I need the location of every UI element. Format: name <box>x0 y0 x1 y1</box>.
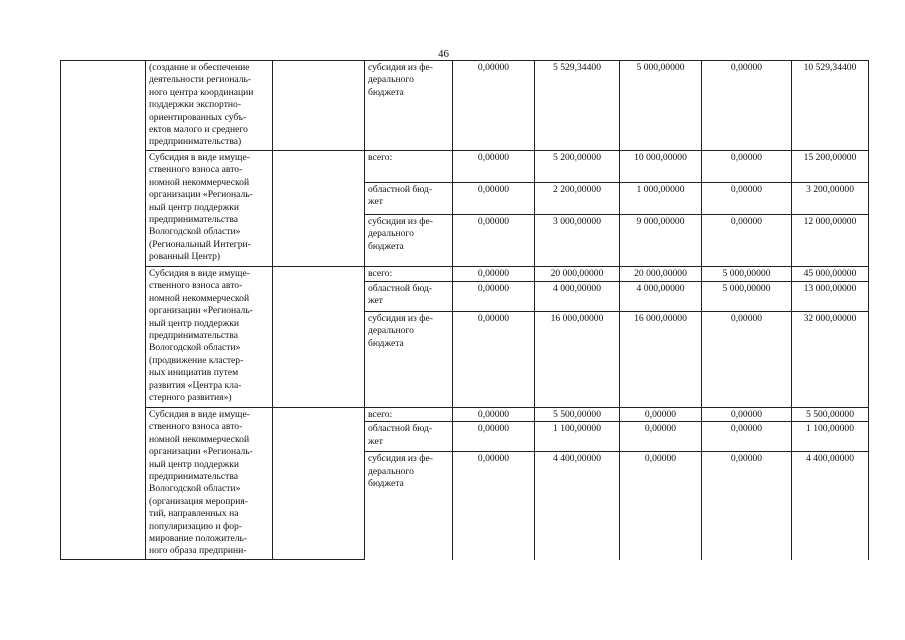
funding-source: областной бюд- жет <box>365 422 453 452</box>
value-cell: 10 000,00000 <box>620 151 702 183</box>
value-cell: 3 000,00000 <box>535 215 620 267</box>
value-cell: 0,00000 <box>702 452 792 560</box>
value-cell: 9 000,00000 <box>620 215 702 267</box>
value-cell: 5 000,00000 <box>620 61 702 151</box>
value-cell: 0,00000 <box>702 408 792 422</box>
value-cell: 0,00000 <box>702 215 792 267</box>
page-number: 46 <box>438 48 449 60</box>
row-description: Субсидия в виде имуще- ственного взноса авто- номной некоммерческой организации «Региональ- ный центр поддержки предпринимательства Вологодской области» (продвижение кластер- ных инициатив путем развития «Центра кла- стерного развития») <box>146 267 273 408</box>
value-cell: 0,00000 <box>702 312 792 408</box>
value-cell: 0,00000 <box>702 422 792 452</box>
total-cell: 1 100,00000 <box>792 422 869 452</box>
total-cell: 13 000,00000 <box>792 282 869 312</box>
empty-column-c <box>273 267 365 408</box>
funding-source: областной бюд- жет <box>365 282 453 312</box>
total-cell: 3 200,00000 <box>792 183 869 215</box>
value-cell: 20 000,00000 <box>535 267 620 282</box>
value-cell: 0,00000 <box>453 61 535 151</box>
value-cell: 4 400,00000 <box>535 452 620 560</box>
value-cell: 0,00000 <box>702 183 792 215</box>
empty-column-c <box>273 408 365 560</box>
value-cell: 5 500,00000 <box>535 408 620 422</box>
row-description: (создание и обеспечение деятельности региональ- ного центра координации поддержки экспортно- ориентированных субъ- ектов малого и среднего предпринимательства) <box>146 61 273 151</box>
total-cell: 32 000,00000 <box>792 312 869 408</box>
empty-column-c <box>273 61 365 151</box>
funding-source: областной бюд- жет <box>365 183 453 215</box>
value-cell: 5 529,34400 <box>535 61 620 151</box>
value-cell: 0,00000 <box>453 267 535 282</box>
row-description: Субсидия в виде имуще- ственного взноса авто- номной некоммерческой организации «Региональ- ный центр поддержки предпринимательства Вологодской области» (организация мероприя- тий, направленных на популяризацию и фор- мирование положитель- ного образа предприни- <box>146 408 273 560</box>
value-cell: 16 000,00000 <box>535 312 620 408</box>
value-cell: 5 000,00000 <box>702 282 792 312</box>
funding-source: всего: <box>365 151 453 183</box>
value-cell: 4 000,00000 <box>535 282 620 312</box>
total-cell: 12 000,00000 <box>792 215 869 267</box>
value-cell: 0,00000 <box>702 61 792 151</box>
empty-column-a <box>61 61 146 560</box>
value-cell: 0,00000 <box>453 215 535 267</box>
total-cell: 10 529,34400 <box>792 61 869 151</box>
funding-source: субсидия из фе- дерального бюджета <box>365 312 453 408</box>
total-cell: 45 000,00000 <box>792 267 869 282</box>
total-cell: 4 400,00000 <box>792 452 869 560</box>
value-cell: 0,00000 <box>702 151 792 183</box>
value-cell: 2 200,00000 <box>535 183 620 215</box>
funding-source: субсидия из фе- дерального бюджета <box>365 61 453 151</box>
value-cell: 0,00000 <box>620 408 702 422</box>
row-description: Субсидия в виде имуще- ственного взноса авто- номной некоммерческой организации «Региональ- ный центр поддержки предпринимательства Вологодской области» (Региональный Интегри- рованный Центр) <box>146 151 273 267</box>
value-cell: 0,00000 <box>453 282 535 312</box>
value-cell: 4 000,00000 <box>620 282 702 312</box>
value-cell: 0,00000 <box>453 312 535 408</box>
funding-source: всего: <box>365 267 453 282</box>
value-cell: 0,00000 <box>620 452 702 560</box>
value-cell: 0,00000 <box>453 452 535 560</box>
value-cell: 5 000,00000 <box>702 267 792 282</box>
value-cell: 20 000,00000 <box>620 267 702 282</box>
value-cell: 0,00000 <box>453 408 535 422</box>
funding-source: всего: <box>365 408 453 422</box>
value-cell: 0,00000 <box>453 151 535 183</box>
value-cell: 16 000,00000 <box>620 312 702 408</box>
total-cell: 15 200,00000 <box>792 151 869 183</box>
value-cell: 0,00000 <box>620 422 702 452</box>
budget-table <box>60 60 869 560</box>
value-cell: 5 200,00000 <box>535 151 620 183</box>
value-cell: 0,00000 <box>453 422 535 452</box>
funding-source: субсидия из фе- дерального бюджета <box>365 215 453 267</box>
total-cell: 5 500,00000 <box>792 408 869 422</box>
value-cell: 0,00000 <box>453 183 535 215</box>
value-cell: 1 000,00000 <box>620 183 702 215</box>
value-cell: 1 100,00000 <box>535 422 620 452</box>
funding-source: субсидия из фе- дерального бюджета <box>365 452 453 560</box>
empty-column-c <box>273 151 365 267</box>
